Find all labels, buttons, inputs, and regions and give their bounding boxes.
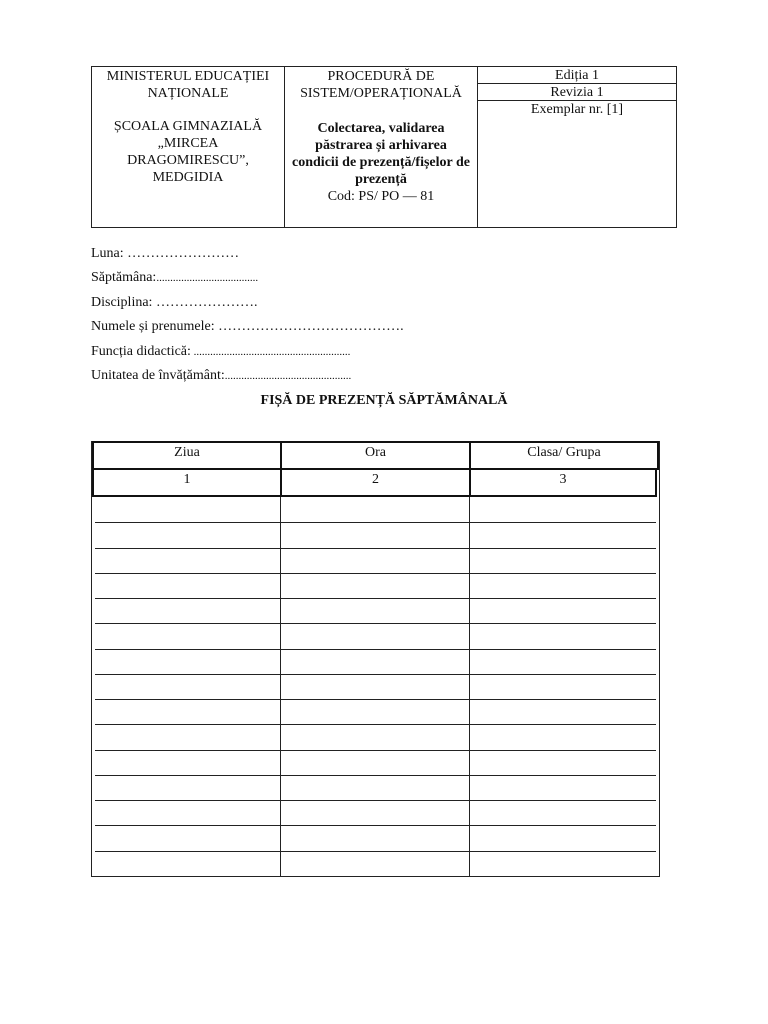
form-fields (91, 243, 691, 389)
revision-cell (478, 67, 677, 228)
sheet-title: FIȘĂ DE PREZENȚĂ SĂPTĂMÂNALĂ (260, 393, 508, 408)
column-number-2: 2 (280, 468, 471, 497)
table-row-divider (95, 724, 656, 725)
field-name-dots: …………………………………. (214, 319, 404, 335)
field-name (91, 316, 691, 340)
procedure-cell (285, 67, 478, 228)
ministry-line-1: MINISTERUL EDUCAȚIEI (106, 69, 270, 84)
procedure-type-line-2: SISTEM/OPERAȚIONALĂ (300, 86, 462, 101)
field-school-unit-label: Unitatea de învățământ: (91, 367, 225, 383)
table-row-divider (95, 800, 656, 801)
revision-label: Revizia 1 (550, 85, 604, 100)
field-week-label: Săptămâna: (91, 270, 157, 286)
table-row-divider (95, 598, 656, 599)
school-line-4: MEDGIDIA (152, 170, 224, 185)
field-position-dots: ......................................................... (190, 345, 351, 358)
field-name-label: Numele și prenumele: (91, 319, 215, 335)
table-row-divider (95, 825, 656, 826)
field-school-unit-dots: .............................................. (224, 369, 352, 382)
field-school-unit (91, 365, 691, 389)
procedure-code: Cod: PS/ PO — 81 (327, 189, 435, 204)
field-week-dots: ..................................... (156, 272, 259, 285)
procedure-title: Colectarea, validarea păstrarea și arhivarea condicii de prezență/fișelor de prezență (292, 121, 470, 187)
column-divider (280, 497, 281, 876)
copy-label: Exemplar nr. [1] (530, 102, 624, 117)
field-subject-label: Disciplina: (91, 294, 153, 310)
field-position (91, 341, 691, 365)
table-row-divider (95, 522, 656, 523)
column-header-hour: Ora (280, 441, 471, 470)
field-subject (91, 292, 691, 316)
field-month (91, 243, 691, 267)
column-number-1: 1 (92, 468, 282, 497)
table-header (92, 441, 659, 497)
school-line-1: ȘCOALA GIMNAZIALĂ (113, 119, 263, 134)
column-header-day: Ziua (92, 441, 282, 470)
table-row-divider (95, 548, 656, 549)
column-divider (469, 497, 470, 876)
institution-cell (92, 67, 285, 228)
table-row-divider (95, 573, 656, 574)
column-header-class: Clasa/ Grupa (469, 441, 659, 470)
field-month-label: Luna: (91, 246, 124, 261)
school-line-3: DRAGOMIRESCU”, (127, 153, 249, 168)
column-number-3: 3 (469, 468, 657, 497)
field-month-dots: …………………… (123, 246, 240, 261)
field-week (91, 267, 691, 291)
table-row-divider (95, 699, 656, 700)
school-line-2: „MIRCEA (157, 136, 219, 151)
attendance-table (91, 441, 660, 877)
edition-label: Ediția 1 (555, 68, 599, 83)
field-position-label: Funcția didactică: (91, 343, 191, 359)
table-row-divider (95, 623, 656, 624)
table-row-divider (95, 851, 656, 852)
table-row-divider (95, 649, 656, 650)
procedure-type-line-1: PROCEDURĂ DE (327, 69, 435, 84)
field-subject-dots: …………………. (152, 294, 258, 310)
table-row-divider (95, 750, 656, 751)
document-header (91, 66, 677, 228)
table-row-divider (95, 674, 656, 675)
ministry-line-2: NAȚIONALE (147, 86, 229, 101)
table-row-divider (95, 775, 656, 776)
